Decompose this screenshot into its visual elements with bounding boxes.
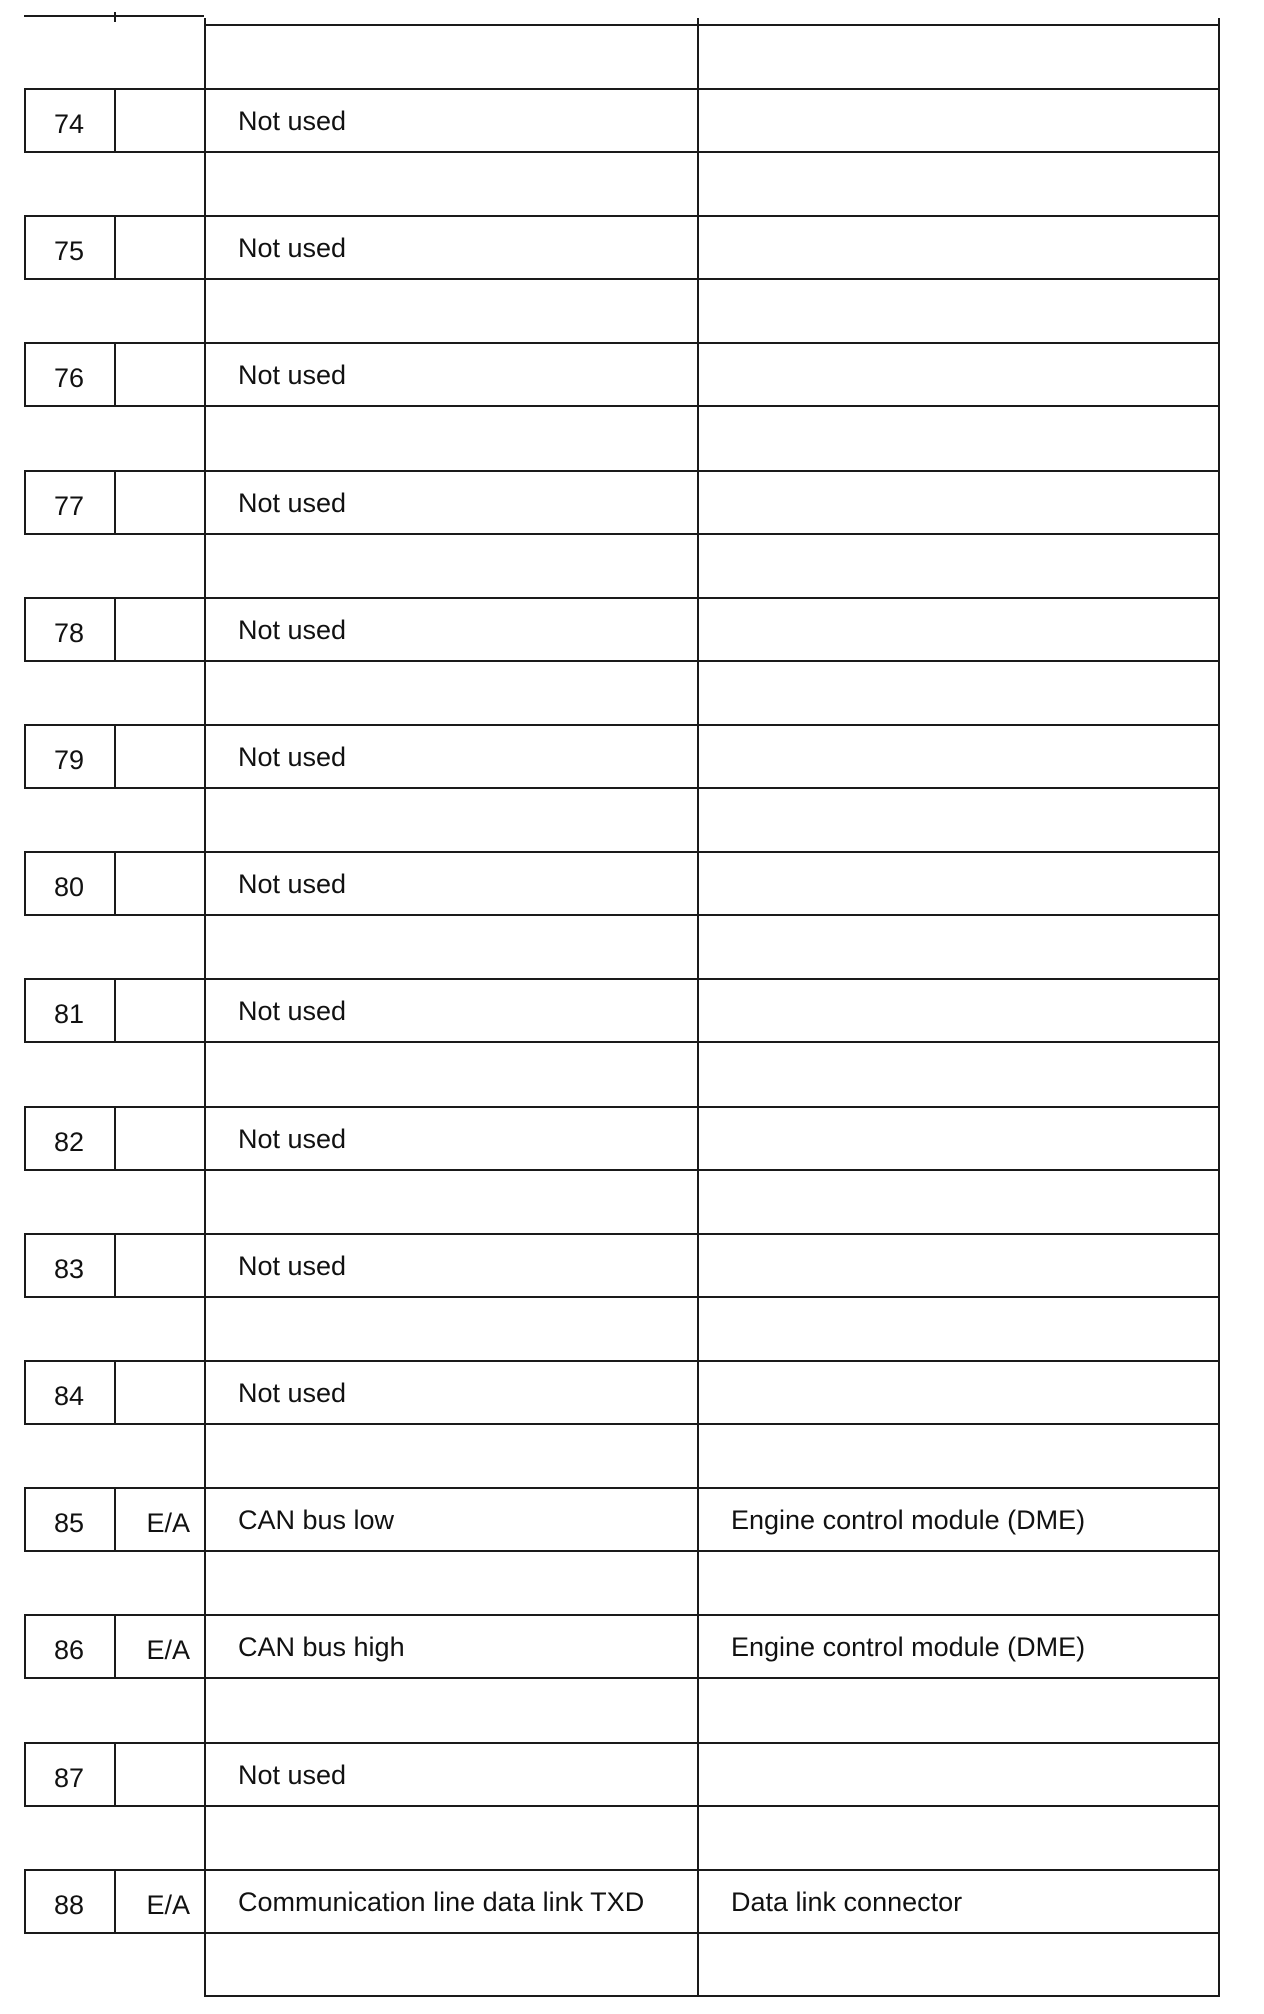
row-top-rule (24, 1233, 1220, 1235)
pin-io-divider (114, 342, 116, 405)
signal-description: Not used (238, 742, 347, 772)
row-top-rule (24, 1869, 1220, 1871)
row-bottom-rule (24, 1677, 1220, 1679)
io-type: E/A (146, 1635, 190, 1665)
pin-io-divider (114, 724, 116, 787)
pin-number: 88 (53, 1890, 85, 1920)
pin-number: 87 (53, 1763, 85, 1793)
bottom-rule (204, 1995, 1220, 1997)
pin-number: 79 (53, 745, 85, 775)
signal-description: Not used (238, 106, 347, 136)
signal-description: CAN bus high (238, 1632, 405, 1662)
top-stub-divider (114, 12, 116, 22)
pin-io-divider (114, 88, 116, 151)
row-bottom-rule (24, 1932, 1220, 1934)
row-bottom-rule (24, 1169, 1220, 1171)
connected-component: Data link connector (731, 1887, 963, 1917)
pin-io-divider (114, 1869, 116, 1932)
row-top-rule (24, 1360, 1220, 1362)
pin-number: 75 (53, 236, 85, 266)
row-bottom-rule (24, 1041, 1220, 1043)
row-top-rule (24, 724, 1220, 726)
pin-number: 84 (53, 1381, 85, 1411)
row-top-rule (24, 215, 1220, 217)
pin-io-divider (114, 1614, 116, 1677)
signal-column-border (204, 18, 206, 1995)
pin-number: 82 (53, 1127, 85, 1157)
pin-number: 86 (53, 1635, 85, 1665)
row-top-rule (24, 978, 1220, 980)
row-top-rule (24, 470, 1220, 472)
row-top-rule (24, 1742, 1220, 1744)
row-top-rule (24, 1614, 1220, 1616)
connected-component: Engine control module (DME) (731, 1505, 1086, 1535)
signal-description: Not used (238, 488, 347, 518)
signal-description: Communication line data link TXD (238, 1887, 645, 1917)
pin-number: 85 (53, 1508, 85, 1538)
pin-io-divider (114, 1360, 116, 1423)
pin-io-divider (114, 597, 116, 660)
row-bottom-rule (24, 533, 1220, 535)
pin-io-divider (114, 1742, 116, 1805)
row-bottom-rule (24, 1550, 1220, 1552)
row-bottom-rule (24, 1423, 1220, 1425)
signal-description: Not used (238, 869, 347, 899)
io-type: E/A (146, 1508, 190, 1538)
signal-description: Not used (238, 615, 347, 645)
signal-description: Not used (238, 1124, 347, 1154)
pin-number: 77 (53, 491, 85, 521)
pin-io-divider (114, 978, 116, 1041)
row-bottom-rule (24, 914, 1220, 916)
row-bottom-rule (24, 787, 1220, 789)
pin-io-divider (114, 215, 116, 278)
signal-description: Not used (238, 1760, 347, 1790)
top-rule (204, 24, 1220, 26)
row-bottom-rule (24, 151, 1220, 153)
pin-number: 76 (53, 363, 85, 393)
row-top-rule (24, 1106, 1220, 1108)
row-bottom-rule (24, 1805, 1220, 1807)
signal-description: Not used (238, 1251, 347, 1281)
row-top-rule (24, 1487, 1220, 1489)
pin-io-divider (114, 1106, 116, 1169)
pin-number: 83 (53, 1254, 85, 1284)
right-table-border (1218, 18, 1220, 1995)
io-type: E/A (146, 1890, 190, 1920)
row-top-rule (24, 597, 1220, 599)
signal-description: Not used (238, 233, 347, 263)
pin-number: 78 (53, 618, 85, 648)
pin-number: 80 (53, 872, 85, 902)
signal-description: Not used (238, 1378, 347, 1408)
row-top-rule (24, 851, 1220, 853)
row-top-rule (24, 342, 1220, 344)
signal-description: Not used (238, 360, 347, 390)
signal-description: Not used (238, 996, 347, 1026)
pin-io-divider (114, 1233, 116, 1296)
pin-io-divider (114, 851, 116, 914)
row-bottom-rule (24, 660, 1220, 662)
component-column-border (697, 18, 699, 1995)
signal-description: CAN bus low (238, 1505, 395, 1535)
pin-io-divider (114, 470, 116, 533)
row-bottom-rule (24, 405, 1220, 407)
pin-number: 74 (53, 109, 85, 139)
row-bottom-rule (24, 1296, 1220, 1298)
connected-component: Engine control module (DME) (731, 1632, 1086, 1662)
row-top-rule (24, 88, 1220, 90)
pin-number: 81 (53, 999, 85, 1029)
row-bottom-rule (24, 278, 1220, 280)
pin-io-divider (114, 1487, 116, 1550)
